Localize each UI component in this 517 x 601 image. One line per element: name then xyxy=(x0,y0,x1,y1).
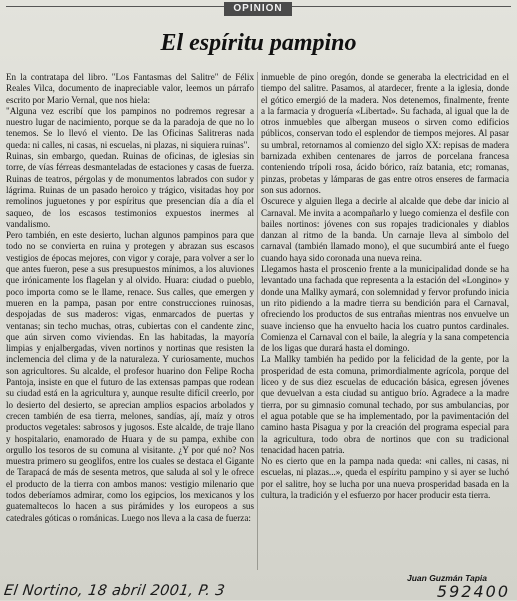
author-byline: Juan Guzmán Tapia xyxy=(407,573,487,583)
paragraph: Pero también, en este desierto, luchan algunos pampinos para que todo no se convierta en ruina y protegen y abrazan sus escasos vestigios de épocas mejores, con vigor y coraje, para volver a ser lo que antes fueron, pese a sus presupuestos mínimos, a los aluviones que irónicamente los flagelan y al olvido. Huara: ciudad o pueblo, poco importa como se le llame, renace. Sus calles, que emergen y mueren en la pampa, pasan por entre construcciones ruinosas, despojadas de sus maderos: vigas, enmarcados de puertas y ventanas; sin techo muchas, otras, cubiertas con el candente zinc, que aún sirven como viviendas. En las habitadas, la mayoría limpias y enjalbergadas, viven nortinos y nortinas que resisten la inclemencia del clima y de la naturaleza. Y curiosamente, muchos son agricultores. Su alcalde, el profesor huarino don Felipe Rocha Pantoja, insiste en que el futuro de las extensas pampas que rodean su ciudad está en la agricultura y, aunque resulte difícil creerlo, por lo desierto del desierto, se aprecian amplios espacios arbolados y crecen también de esa tierra, melones, sandías, ají, maíz y otros productos vegetales: sabrosos y jugosos. Este alcalde, de traje llano y hospitalario, enamorado de Huara y de su pampa, exhibe con orgullo los tesoros de su comuna al visitante. ¿Y por qué no? Nos muestra primero su geoglifos, entre los cuales se destaca el Gigante de Tarapacá de más de sesenta metros, que saluda al sol y le ofrece el producto de la tierra con ambos manos: vestigio milenario que todos deberíamos admirar, como los egipcios, los mexicanos y los guatemaltecos lo hacen a sus pirámides y los europeos a sus catedrales góticas o románicas. Luego nos lleva a la casa de fuerza: xyxy=(6,230,254,523)
paragraph: Ruinas, sin embargo, quedan. Ruinas de oficinas, de iglesias sin torre, de vías férreas desmanteladas de estaciones y casas de fuerza. Ruinas de teatros, pérgolas y de monumentos labrados con sudor y lágrima. Ruinas de un pasado heroico y trágico, visitadas hoy por remolinos juguetones y por espíritus que presencian día a día el saqueo, de los escasos testimonios expuestos inermes al vandalismo. xyxy=(6,151,254,229)
paragraph: Oscurece y alguien llega a decirle al alcalde que debe dar inicio al Carnaval. Me invita a acompañarlo y luego comienza el desfile con bailes nortinos: jóvenes con sus ropajes tradicionales y diablos danzan al ritmo de la banda. Un carnaje lleva al símbolo del carnaval (también llamado mono), el que sucumbirá ante el fuego cuando haya sido coronada una nueva reina. xyxy=(261,196,509,263)
paragraph: No es cierto que en la pampa nada queda: «ni calles, ni casas, ni escuelas, ni plazas...», queda el espíritu pampino y si ayer se luchó por el salitre, hoy se lucha por una nueva prosperidad basada en la cultura, la tradición y el esfuerzo por hacer producir esta tierra. xyxy=(261,456,509,500)
article-column-right xyxy=(261,72,509,558)
column-divider xyxy=(257,72,258,570)
paragraph: Llegamos hasta el proscenio frente a la municipalidad donde se ha levantado una fachada que representa a la estación del «Longino» y donde una Mallky aymará, con solemnidad y fervor profundo inicia un rito pidiendo a la madre tierra su bendición para el Carnaval, ofreciendo los productos de sus entrañas mientras nos envuelve un suave incienso que ha envuelto hacia los cuatro puntos cardinales. Comienza el Carnaval con el baile, la alegría y la sana competencia de los ligas que durará hasta el domingo. xyxy=(261,264,509,354)
handwritten-source-note: El Nortino, 18 abril 2001, P. 3 xyxy=(2,583,226,599)
section-tag: OPINION xyxy=(224,2,292,16)
paragraph: La Mallky también ha pedido por la felicidad de la gente, por la prosperidad de esta comuna, primordialmente agrícola, porque del liceo y de sus diez escuelas de educación básica, egresen jóvenes que devuelvan a esta ciudad su antiguo brío. Agradece a la madre tierra, por su gimnasio comunal techado, por sus ambulancias, por el agua potable que se ha implementado, por la pavimentación del camino hasta Pisagua y por la creación del programa especial para la agricultura, todo obra de nortinos que con su tradicional tenacidad hacen patria. xyxy=(261,354,509,455)
article-headline: El espíritu pampino xyxy=(160,30,357,56)
paragraph: inmueble de pino oregón, donde se generaba la electricidad en el tiempo del salitre. Pasamos, al atardecer, frente a la iglesia, donde el gótico emergió de la madera. Nos detenemos, finalmente, frente a la farmacia y droguería «Libertad». Su fachada, al igual que la de otros inmuebles que albergan museos o sirven como edificios públicos, conservan todo el esplendor de tiempos mejores. Al pasar su umbral, retornamos al comienzo del siglo XX: repisas de madera barnizada exhiben centenares de jarros de porcelana francesa conteniendo trípoli rosa, ácido bórico, raíz batania, etc; romanas, pinzas, probetas y lámparas de gas entre otros enseres de farmacia son sus adornos. xyxy=(261,72,509,195)
article-column-left xyxy=(6,72,254,580)
paragraph: En la contratapa del libro. "Los Fantasmas del Salitre" de Félix Reales Vilca, documento de inapreciable valor, leemos un párrafo escrito por Mario Vernal, que nos hiela: xyxy=(6,72,254,105)
handwritten-archive-number: 592400 xyxy=(436,582,510,601)
paragraph: "Alguna vez escribí que los pampinos no podremos regresar a nuestro lugar de nacimiento, porque se da la paradoja de que no lo tenemos. Se lo llevó el viento. De las Oficinas Salitreras nada queda: ni calles, ni casas, ni escuelas, ni plazas, ni siquiera ruinas". xyxy=(6,105,254,150)
